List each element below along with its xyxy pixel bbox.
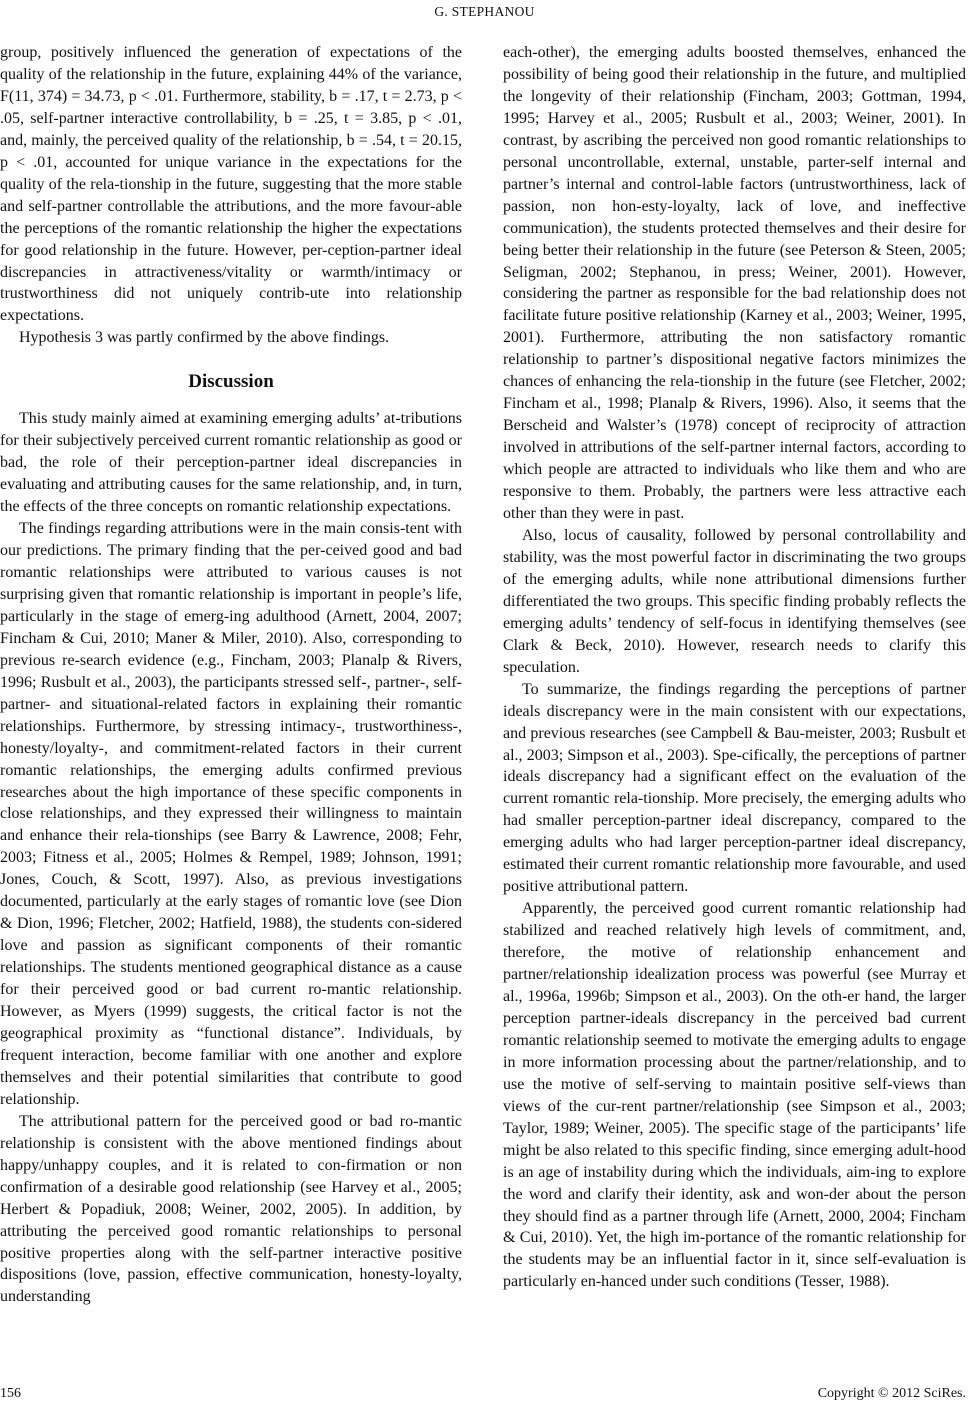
running-header: G. STEPHANOU — [434, 4, 535, 19]
section-heading: Discussion — [188, 371, 274, 393]
paragraph: Also, locus of causality, followed by personal controllability and stability, was the most powerful factor in discriminating the two groups of the emerging adults, while none attributional dimensions further differentiated the two groups. This specific finding probably reflects the emerging adults’ tendency of self-focus in identifying themselves (see Clark & Beck, 2010). However, research needs to clarify this speculation. — [503, 526, 966, 676]
copyright-notice: Copyright © 2012 SciRes. — [817, 1386, 966, 1401]
paragraph: Hypothesis 3 was partly confirmed by the above findings. — [19, 329, 390, 347]
paragraph: The attributional pattern for the perceived good or bad ro-mantic relationship is consistent with the above mentioned findings about happy/unhappy couples, and it is related to con-firmation or non confirmation of a desirable good relationship (see Harvey et al., 2005; Herbert & Popadiuk, 2008; Weiner, 2002, 2005). In addition, by attributing the perceived good romantic relationships to personal positive properties along with the self-partner interactive positive dispositions (love, passion, effective communication, honesty-loyalty, understanding — [0, 1112, 462, 1306]
paragraph: Apparently, the perceived good current romantic relationship had stabilized and reached relatively high levels of commitment, and, therefore, the motive of relationship enhancement and partner/relationship idealization process was powerful (see Murray et al., 1996a, 1996b; Simpson et al., 2003). On the oth-er hand, the larger perception partner-ideals discrepancy in the perceived bad current romantic relationship seemed to motivate the emerging adults to engage in more information processing about the partner/relationship, and to use the motive of self-serving to maintain positive self-views than views of the cur-rent partner/relationship (see Simpson et al., 2003; Taylor, 1989; Weiner, 2005). The specific stage of the participants’ life might be also related to this specific finding, since emerging adult-hood is an age of instability during which the individuals, aim-ing to explore the word and clarify their identity, ask and won-der about the person they should find as a partner through life (Arnett, 2000, 2004; Fincham & Cui, 2010). Yet, the high im-portance of the romantic relationship for the students may be an influential factor in it, since self-evaluation is particularly en-hanced under such conditions (Tesser, 1988). — [503, 900, 966, 1291]
paragraph: The findings regarding attributions were in the main consis-tent with our predictions. The primary finding that the per-ceived good and bad romantic relationships were attributed to various causes is not surprising given that romantic relationship is important in people’s life, particularly in the stage of emerg-ing adulthood (Arnett, 2004, 2007; Fincham & Cui, 2010; Maner & Miler, 2010). Also, corresponding to previous re-search evidence (e.g., Fincham, 2003; Planalp & Rivers, 1996; Rusbult et al., 2003), the participants stressed self-, partner-, self-partner- and situational-related factors in explaining their romantic relationships. Furthermore, by stressing intimacy-, trustworthiness-, honesty/loyalty-, and commitment-related factors in their current romantic relationships, the emerging adults confirmed previous researches about the high importance of these specific components in close relationships, and they expressed their willingness to maintain and enhance their rela-tionships (see Barry & Lawrence, 2008; Fehr, 2003; Fitness et al., 2005; Holmes & Rempel, 1989; Johnson, 1991; Jones, Couch, & Scott, 1997). Also, as previous investigations documented, particularly at the early stages of romantic love (see Dion & Dion, 1996; Fletcher, 2002; Hatfield, 1988), the students con-sidered love and passion as significant components of their romantic relationships. The students mentioned geographical distance as a cause for their perceived good or bad current ro-mantic relationship. However, as Myers (1999) suggests, the critical factor is not the geographical proximity as “functional distance”. Individuals, by frequent interaction, become familiar with one another and explore themselves and their potential similarities that contribute to good relationship. — [0, 520, 462, 1108]
right-column — [503, 42, 966, 1293]
left-column — [0, 42, 462, 1308]
paragraph: each-other), the emerging adults boosted themselves, enhanced the possibility of being good their relationship in the future, and multiplied the longevity of their relationship (Fincham, 2003; Gottman, 1994, 1995; Harvey et al., 2005; Rusbult et al., 2003; Weiner, 2001). In contrast, by ascribing the perceived non good romantic relationships to personal uncontrollable, external, unstable, parter-self internal and partner’s internal and control-lable factors (untrustworthiness, lack of passion, non hon-esty-loyalty, lack of love, and ineffective communication), the students protected themselves and their desire for being better their relationship in the future (see Peterson & Steen, 2005; Seligman, 2002; Stephanou, in press; Weiner, 2001). However, considering the partner as responsible for the bad relationship does not facilitate future positive relationship (Karney et al., 2003; Weiner, 1995, 2001). Furthermore, attributing the non satisfactory romantic relationship to partner’s dispositional negative factors minimizes the chances of enhancing the rela-tionship in the future (see Fletcher, 2002; Fincham et al., 1998; Planalp & Rivers, 1996). Also, it seems that the Berscheid and Walster’s (1978) concept of reciprocity of attraction involved in attributions of the self-partner internal factors, according to which people are attracted to individuals who like them and who are responsive to them. Probably, the partners were less attractive each other than they were in past. — [503, 44, 966, 523]
paragraph: group, positively influenced the generation of expectations of the quality of the relationship in the future, explaining 44% of the variance, F(11, 374) = 34.73, p < .01. Furthermore, stability, b = .17, t = 2.73, p < .05, self-partner interactive controllability, b = .25, t = 3.85, p < .01, and, mainly, the perceived quality of the relationship, b = .54, t = 20.15, p < .01, accounted for unique variance in the expectations for the quality of the rela-tionship in the future, suggesting that the more stable and self-partner controllable the attributions, and the more favour-able the perceptions of the romantic relationship the higher the expectations for good relationship in the future. However, per-ception-partner ideal discrepancies in attractiveness/vitality or warmth/intimacy or trustworthiness did not uniquely contrib-ute into relationship expectations. — [0, 44, 462, 325]
page-number: 156 — [0, 1386, 21, 1401]
paragraph: This study mainly aimed at examining emerging adults’ at-tributions for their subjectively perceived current romantic relationship as good or bad, the role of their perception-partner ideal discrepancies in evaluating and attributing causes for the same relationship, and, in turn, the effects of the three concepts on romantic relationship expectations. — [0, 410, 462, 516]
paragraph: To summarize, the findings regarding the perceptions of partner ideals discrepancy were in the main consistent with our expectations, and previous researches (see Campbell & Bau-meister, 2003; Rusbult et al., 2003; Simpson et al., 2003). Spe-cifically, the perceptions of partner ideals discrepancy had a significant effect on the evaluation of the current romantic rela-tionship. More precisely, the emerging adults who had smaller perception-partner ideal discrepancy, compared to the emerging adults who had larger perception-partner ideal discrepancy, estimated their current romantic relationship more favourable, and used positive attributional pattern. — [503, 680, 966, 896]
